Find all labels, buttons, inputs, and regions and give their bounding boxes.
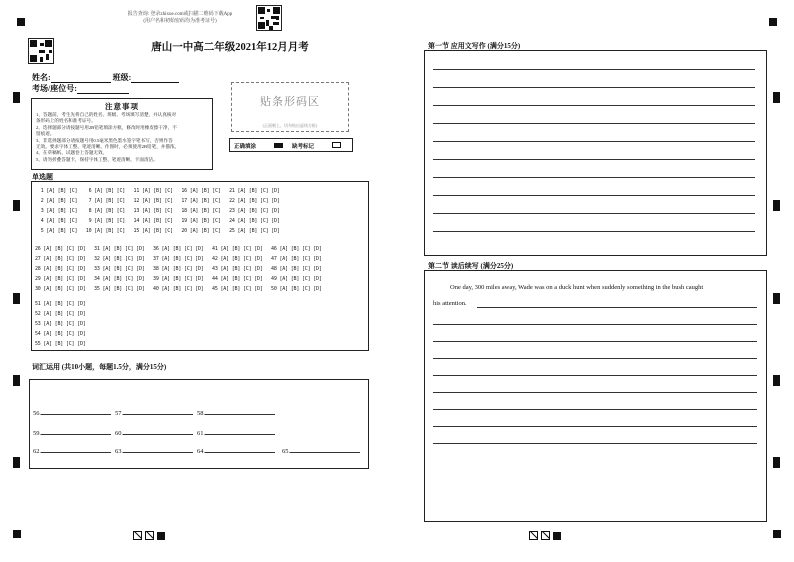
continuation-answer-box[interactable]	[424, 270, 767, 522]
writing-line	[433, 358, 757, 359]
writing-line	[433, 231, 755, 232]
writing-line	[433, 141, 755, 142]
seat-field[interactable]	[77, 86, 129, 94]
notice-line: 4、在草稿纸、试题卷上答题无效。	[36, 150, 108, 156]
writing-line	[433, 195, 755, 196]
vocab-item[interactable]: 60.	[115, 429, 193, 437]
footer-marks-right	[529, 531, 561, 540]
barcode-hint: (正面朝上，切勿贴出虚线方框)	[262, 123, 318, 128]
writing-line	[433, 324, 757, 325]
scan-instruction	[110, 11, 250, 25]
timing-mark	[13, 92, 20, 103]
footer-box	[133, 531, 142, 540]
notice-line: 1、答题前，考生先将自己的姓名、班级、考场填写清楚，并认真核对	[36, 112, 177, 117]
timing-mark	[773, 200, 780, 211]
writing-line	[433, 177, 755, 178]
timing-mark	[13, 457, 20, 468]
corner-mark	[773, 530, 781, 538]
barcode-label: 贴条形码区	[260, 96, 320, 108]
notice-line: 条形码上的姓名和准考证号。	[36, 118, 96, 124]
correct-fill-label: 正确填涂	[234, 144, 257, 150]
footer-square	[157, 532, 165, 540]
mc-row[interactable]: 1 [A] [B] [C] 6 [A] [B] [C] 11 [A] [B] [C] 16 [A] [B] [C] 21 [A] [B] [C] [D]	[38, 188, 280, 194]
mc-answer-box	[31, 181, 369, 351]
mc-row[interactable]: 3 [A] [B] [C] 8 [A] [B] [C] 13 [A] [B] [C] 18 [A] [B] [C] 23 [A] [B] [C] [D]	[38, 208, 280, 214]
continuation-prompt-line2: his attention.	[433, 300, 467, 307]
timing-mark	[13, 375, 20, 386]
timing-mark	[773, 375, 780, 386]
scan-instruction-line2: (用户名和初始密码均为准考证号)	[143, 19, 217, 24]
timing-mark	[13, 200, 20, 211]
writing-answer-box[interactable]	[424, 50, 767, 256]
writing-line	[433, 409, 757, 410]
class-field[interactable]	[131, 75, 179, 83]
notice-title: 注意事项	[105, 102, 139, 111]
writing-line	[433, 213, 755, 214]
notice-line: 3、非选择题部分请按题号用0.5毫米黑色墨水签字笔书写，否则作答	[36, 137, 173, 143]
footer-box	[541, 531, 550, 540]
footer-box	[529, 531, 538, 540]
continuation-prompt-line1: One day, 300 miles away, Wade was on a duck hunt when suddenly something in the bush caught	[450, 284, 704, 291]
notice-line: 5、请勿折叠答题卡，保持字体工整、笔迹清晰、卡面清洁。	[36, 156, 158, 162]
corner-mark	[13, 530, 21, 538]
mc-row[interactable]: 27 [A] [B] [C] [D] 32 [A] [B] [C] [D] 37 [A] [B] [C] [D] 42 [A] [B] [C] [D] 47 [A] [B] [C] [D]	[35, 256, 322, 262]
mc-row[interactable]: 4 [A] [B] [C] 9 [A] [B] [C] 14 [A] [B] [C] 19 [A] [B] [C] 24 [A] [B] [C] [D]	[38, 218, 280, 224]
mc-row[interactable]: 54 [A] [B] [C] [D]	[35, 331, 86, 337]
seat-row	[32, 83, 129, 94]
mc-row[interactable]: 30 [A] [B] [C] [D] 35 [A] [B] [C] [D] 40 [A] [B] [C] [D] 45 [A] [B] [C] [D] 50 [A] [B] [C] [D]	[35, 286, 322, 292]
mc-row[interactable]: 26 [A] [B] [C] [D] 31 [A] [B] [C] [D] 36 [A] [B] [C] [D] 41 [A] [B] [C] [D] 46 [A] [B] [C] [D]	[35, 246, 322, 252]
vocab-item[interactable]: 65.	[282, 447, 360, 455]
student-name-row	[32, 72, 179, 83]
vocab-item[interactable]: 59.	[33, 429, 111, 437]
corner-mark	[769, 18, 777, 26]
vocab-item[interactable]: 62.	[33, 447, 111, 455]
writing-line	[433, 426, 757, 427]
writing-line	[433, 443, 757, 444]
writing-line	[433, 69, 755, 70]
timing-mark	[773, 92, 780, 103]
writing-line	[433, 341, 757, 342]
notice-line: 无效。要求字体工整、笔迹清晰。作图时，必须使用2B铅笔，并描浓。	[36, 144, 180, 150]
mc-row[interactable]: 28 [A] [B] [C] [D] 33 [A] [B] [C] [D] 38 [A] [B] [C] [D] 43 [A] [B] [C] [D] 48 [A] [B] [C] [D]	[35, 266, 322, 272]
mc-row[interactable]: 55 [A] [B] [C] [D]	[35, 341, 86, 347]
class-label: 班级:	[112, 73, 132, 82]
mc-row[interactable]: 53 [A] [B] [C] [D]	[35, 321, 86, 327]
timing-mark	[13, 293, 20, 304]
corner-mark	[17, 18, 25, 26]
vocab-item[interactable]: 61.	[197, 429, 275, 437]
exam-title: 唐山一中高二年级2021年12月月考	[151, 42, 309, 53]
writing-line	[433, 87, 755, 88]
absent-mark-label: 缺考标记	[292, 144, 315, 150]
mc-row[interactable]: 52 [A] [B] [C] [D]	[35, 311, 86, 317]
writing-line	[477, 307, 757, 308]
mc-row[interactable]: 29 [A] [B] [C] [D] 34 [A] [B] [C] [D] 39 [A] [B] [C] [D] 44 [A] [B] [C] [D] 49 [A] [B] [C] [D]	[35, 276, 322, 282]
seat-label: 考场/座位号:	[32, 84, 77, 93]
writing-line	[433, 159, 755, 160]
footer-marks-left	[133, 531, 165, 540]
writing-line	[433, 105, 755, 106]
app-qr-code	[256, 5, 282, 31]
timing-mark	[773, 293, 780, 304]
sheet-qr-code	[28, 38, 54, 64]
vocab-answer-box	[29, 379, 369, 469]
notice-line: 留痕迹。	[36, 131, 55, 137]
mark-legend	[229, 138, 353, 152]
footer-square	[553, 532, 561, 540]
vocab-item[interactable]: 57.	[115, 409, 193, 417]
vocab-item[interactable]: 56.	[33, 409, 111, 417]
notice-line: 2、选择题部分请按题号用2B铅笔填涂方框，修改时用橡皮擦干净，不	[36, 124, 177, 130]
name-field[interactable]	[51, 75, 111, 83]
continuation-section-title: 第二节 读后续写 (满分25分)	[428, 262, 514, 270]
footer-box	[145, 531, 154, 540]
barcode-area	[231, 82, 349, 132]
mc-row[interactable]: 5 [A] [B] [C] 10 [A] [B] [C] 15 [A] [B] [C] 20 [A] [B] [C] 25 [A] [B] [C] [D]	[38, 228, 280, 234]
scan-instruction-line1: 报告查询: 登录zhixue.com或扫描二维码下载App	[127, 12, 233, 17]
correct-fill-sample	[274, 143, 283, 148]
writing-section-title: 第一节 应用文写作 (满分15分)	[428, 42, 521, 50]
writing-line	[433, 375, 757, 376]
timing-mark	[773, 457, 780, 468]
mc-row[interactable]: 2 [A] [B] [C] 7 [A] [B] [C] 12 [A] [B] [C] 17 [A] [B] [C] 22 [A] [B] [C] [D]	[38, 198, 280, 204]
mc-row[interactable]: 51 [A] [B] [C] [D]	[35, 301, 86, 307]
notice-box	[31, 98, 213, 170]
writing-line	[433, 392, 757, 393]
vocab-item[interactable]: 58.	[197, 409, 275, 417]
absent-mark-box[interactable]	[332, 142, 341, 148]
writing-line	[433, 123, 755, 124]
vocab-item[interactable]: 63.	[115, 447, 193, 455]
mc-section-title: 单选题	[32, 173, 53, 181]
name-label: 姓名:	[32, 73, 51, 82]
vocab-section-title: 词汇运用 (共10小题，每题1.5分，满分15分)	[32, 363, 167, 371]
vocab-item[interactable]: 64.	[197, 447, 275, 455]
